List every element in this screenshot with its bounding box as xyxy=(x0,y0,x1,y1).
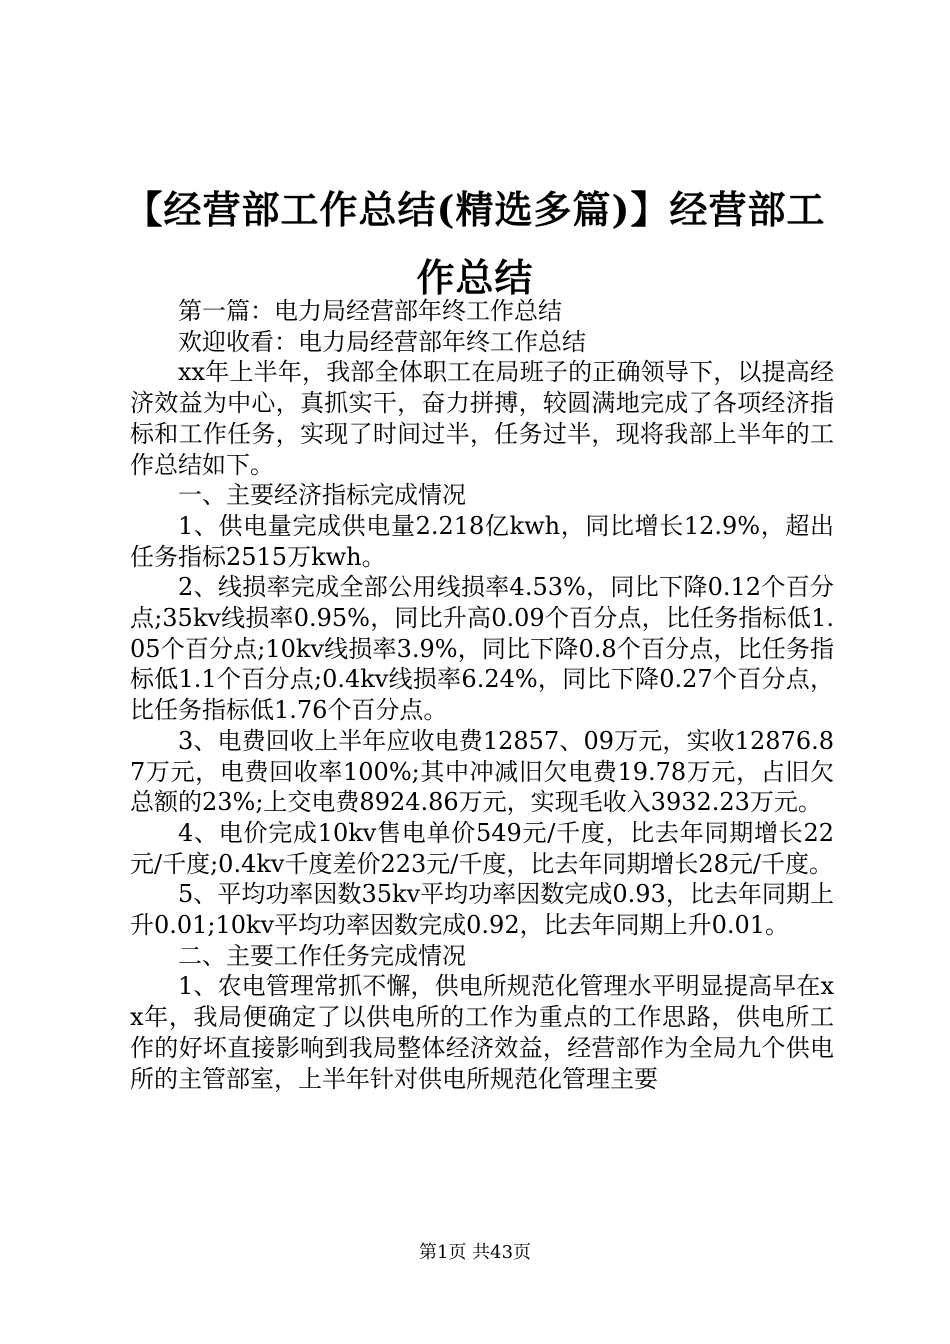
paragraph-item-3: 3、电费回收上半年应收电费12857、09万元，实收12876.87万元，电费回收率100%;其中冲减旧欠电费19.78万元，占旧欠总额的23%;上交电费8924.86万元，实现毛收入3932.23万元。 xyxy=(130,726,834,817)
paragraph-item-1: 1、供电量完成供电量2.218亿kwh，同比增长12.9%，超出任务指标2515万kwh。 xyxy=(130,511,834,571)
paragraph-heading-2: 二、主要工作任务完成情况 xyxy=(178,941,466,970)
paragraph-heading-1: 一、主要经济指标完成情况 xyxy=(178,481,466,510)
paragraph-item-2: 2、线损率完成全部公用线损率4.53%，同比下降0.12个百分点;35kv线损率0.95%，同比升高0.09个百分点，比任务指标低1.05个百分点;10kv线损率3.9%，同比下降0.8个百分点，比任务指标低1.1个百分点;0.4kv线损率6.24%，同比下降0.27个百分点，比任务指标低1.76个百分点。 xyxy=(130,573,834,725)
document-title: 【经营部工作总结(精选多篇)】经营部工作总结 xyxy=(124,187,826,300)
paragraph-welcome: 欢迎收看：电力局经营部年终工作总结 xyxy=(178,327,586,356)
paragraph-intro: xx年上半年，我部全体职工在局班子的正确领导下，以提高经济效益为中心，真抓实干，奋力拼搏，较圆满地完成了各项经济指标和工作任务，实现了时间过半，任务过半，现将我部上半年的工作总结如下。 xyxy=(130,358,834,479)
paragraph-item-5: 5、平均功率因数35kv平均功率因数完成0.93，比去年同期上升0.01;10kv平均功率因数完成0.92，比去年同期上升0.01。 xyxy=(130,880,834,940)
paragraph-section-heading: 第一篇：电力局经营部年终工作总结 xyxy=(178,297,562,325)
paragraph-task-1: 1、农电管理常抓不懈，供电所规范化管理水平明显提高早在xx年，我局便确定了以供电所的工作为重点的工作思路，供电所工作的好坏直接影响到我局整体经济效益，经营部作为全局九个供电所的主管部室，上半年针对供电所规范化管理主要 xyxy=(130,972,834,1093)
page-number-footer: 第1页 共43页 xyxy=(418,1242,532,1263)
paragraph-item-4: 4、电价完成10kv售电单价549元/千度，比去年同期增长22元/千度;0.4kv千度差价223元/千度，比去年同期增长28元/千度。 xyxy=(130,818,834,878)
document-body xyxy=(130,296,834,1094)
